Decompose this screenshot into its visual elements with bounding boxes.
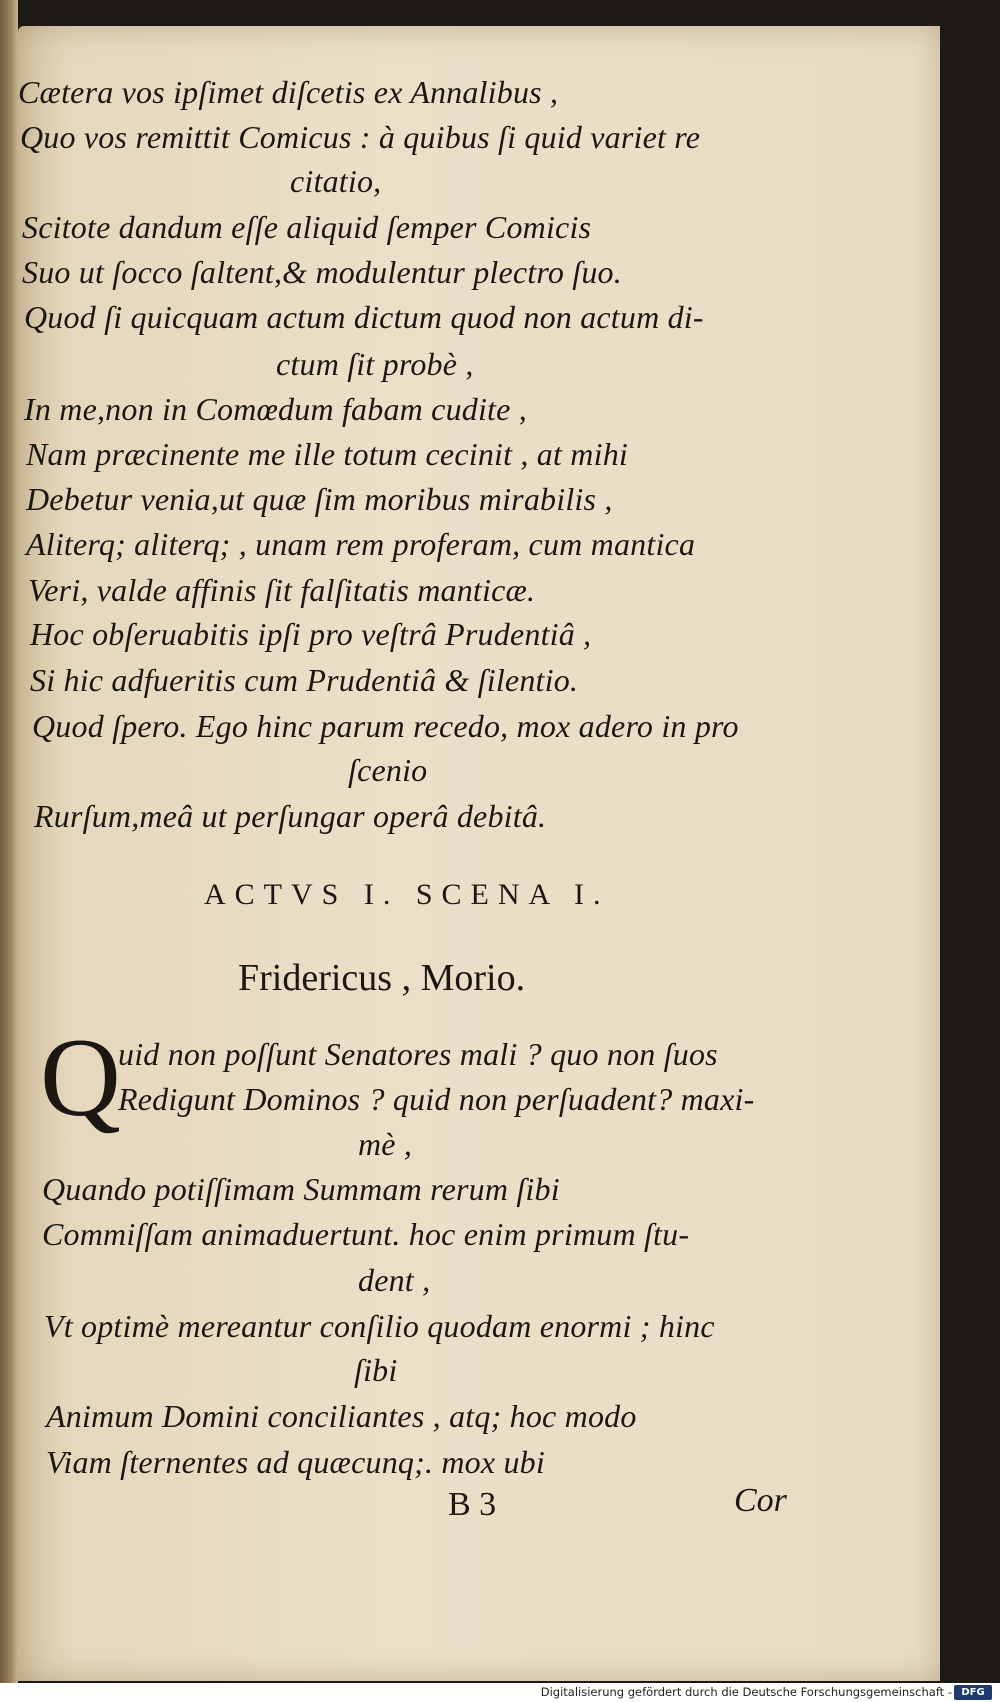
text-line: Scitote dandum eſſe aliquid ſemper Comicis	[22, 209, 592, 245]
text-line: Hoc obſeruabitis ipſi pro veſtrâ Prudentiâ ,	[30, 616, 592, 652]
text-line: citatio,	[290, 163, 382, 199]
catchword: Cor	[734, 1482, 787, 1519]
speaker-names: Fridericus , Morio.	[238, 957, 526, 999]
text-line: Rurſum,meâ ut perſungar operâ debitâ.	[34, 798, 547, 834]
text-line: Quando potiſſimam Summam rerum ſibi	[42, 1171, 560, 1207]
text-line: Animum Domini conciliantes , atq; hoc modo	[46, 1398, 637, 1434]
dfg-logo: DFG	[954, 1685, 992, 1700]
footer-bar	[0, 1683, 1000, 1702]
text-line: Si hic adfueritis cum Prudentiâ & ſilentio.	[30, 662, 579, 698]
text-line: Quod ſpero. Ego hinc parum recedo, mox adero in pro	[32, 708, 739, 744]
signature-mark: B 3	[448, 1486, 497, 1523]
text-line: Quo vos remittit Comicus : à quibus ſi quid variet re	[20, 119, 701, 155]
text-line: ſcenio	[348, 752, 428, 788]
drop-cap: Q	[40, 1016, 121, 1140]
text-line: Aliterq; aliterq; , unam rem proferam, cum mantica	[26, 526, 696, 562]
act-scene-heading: ACTVS I. SCENA I.	[204, 878, 610, 911]
text-line: Debetur venia,ut quæ ſim moribus mirabilis ,	[26, 481, 613, 517]
text-line: uid non poſſunt Senatores mali ? quo non ſuos	[118, 1036, 718, 1072]
text-line: Redigunt Dominos ? quid non perſuadent? maxi-	[118, 1081, 755, 1117]
page-text	[18, 26, 940, 1681]
book-page	[18, 26, 940, 1681]
text-line: ctum ſit probè ,	[276, 346, 474, 382]
text-line: ſibi	[354, 1352, 398, 1388]
text-line: dent ,	[358, 1262, 431, 1298]
text-line: Vt optimè mereantur conſilio quodam enormi ; hinc	[44, 1308, 715, 1344]
text-line: Commiſſam animaduertunt. hoc enim primum ſtu-	[42, 1216, 690, 1252]
book-binding-edge	[0, 0, 18, 1702]
text-line: In me,non in Comœdum fabam cudite ,	[24, 391, 527, 427]
text-line: Suo ut ſocco ſaltent,& modulentur plectro ſuo.	[22, 254, 622, 290]
text-line: Nam præcinente me ille totum cecinit , at mihi	[26, 436, 628, 472]
footer-credit: Digitalisierung gefördert durch die Deutsche Forschungsgemeinschaft -	[540, 1685, 952, 1699]
text-line: Viam ſternentes ad quæcunq;. mox ubi	[46, 1444, 545, 1480]
text-line: Veri, valde affinis ſit falſitatis manticæ.	[28, 572, 536, 608]
text-line: mè ,	[358, 1126, 413, 1162]
text-line: Quod ſi quicquam actum dictum quod non actum di-	[24, 299, 704, 335]
text-line: Cætera vos ipſimet diſcetis ex Annalibus ,	[18, 74, 559, 110]
